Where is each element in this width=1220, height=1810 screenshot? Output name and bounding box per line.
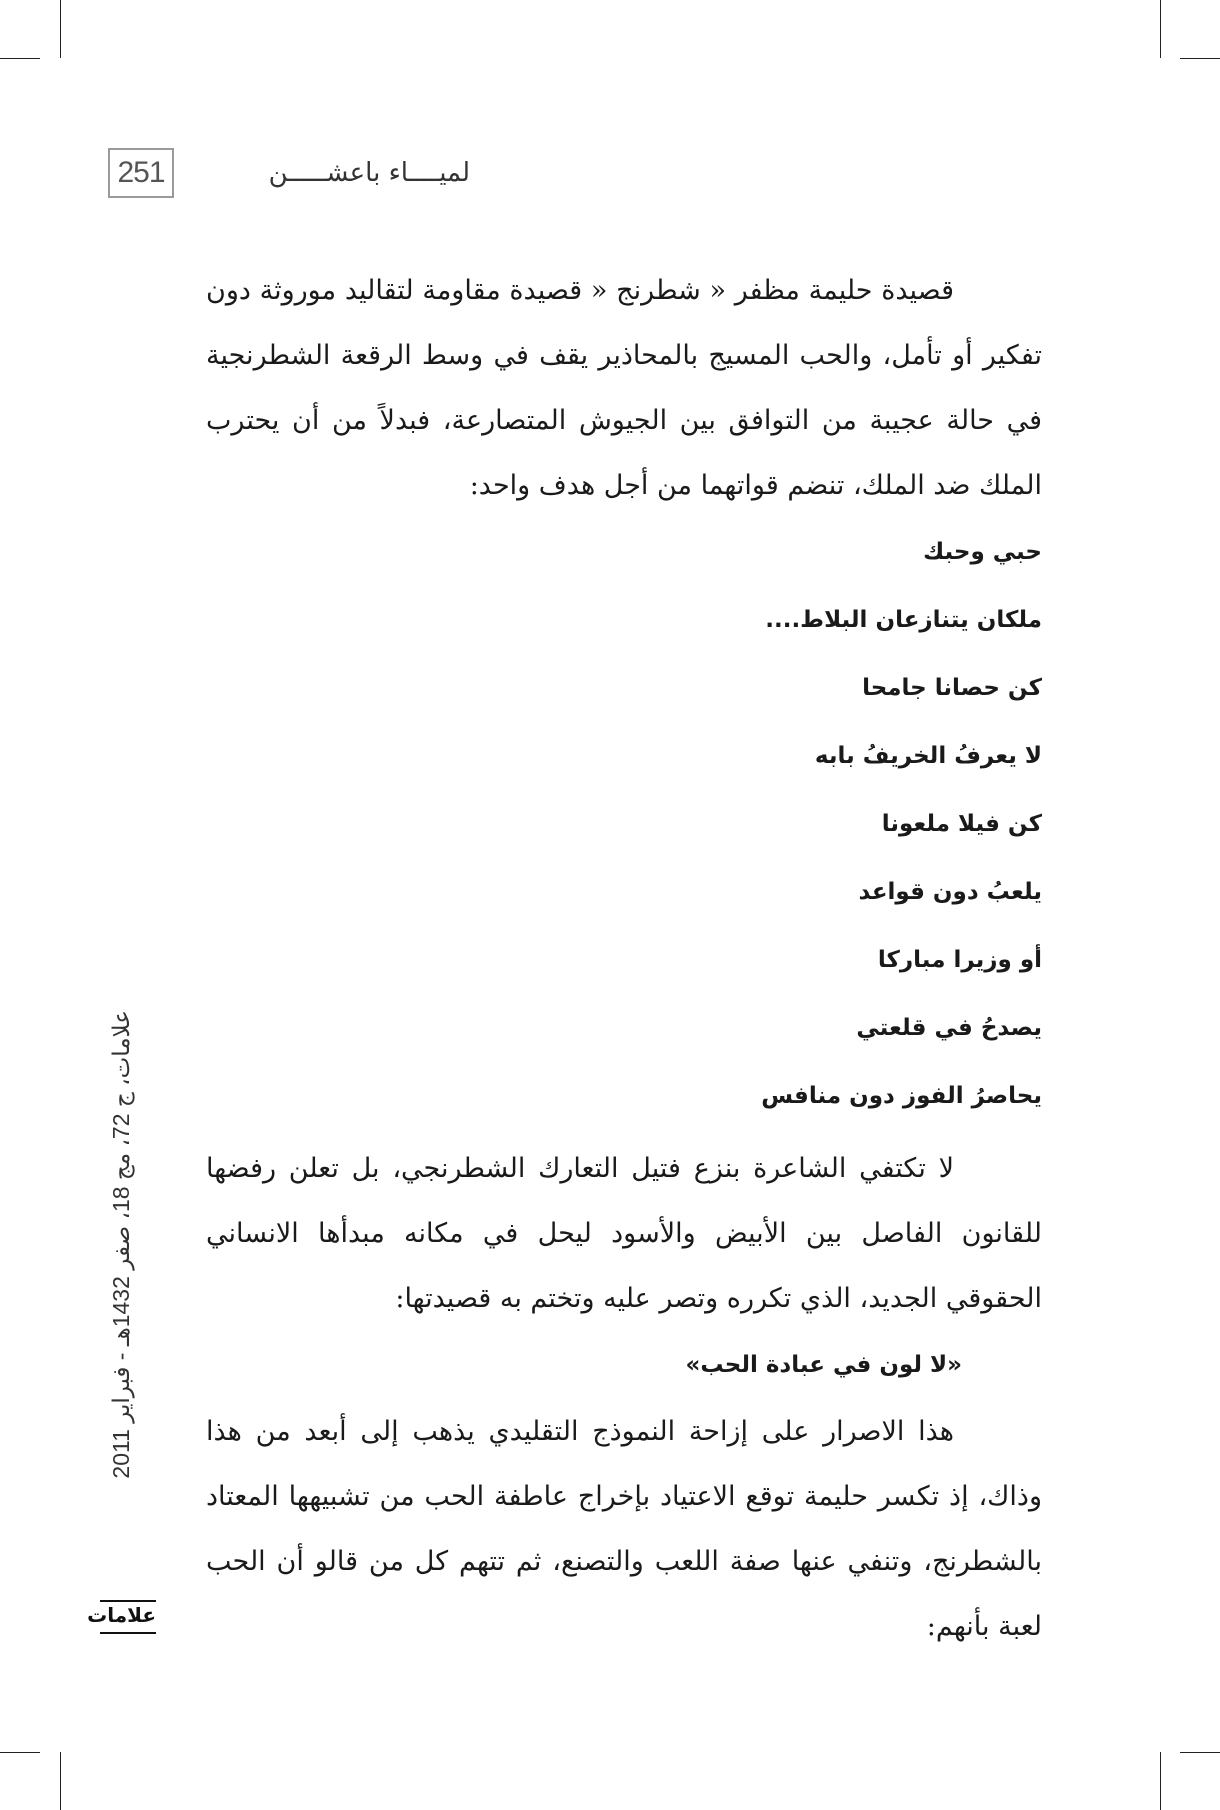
article-body — [206, 258, 1042, 1659]
running-header-author: لميــــاء باعشـــــن — [268, 158, 470, 188]
crop-mark — [1180, 58, 1220, 59]
poem-line: يلعبُ دون قواعد — [858, 879, 1042, 905]
poem-line: يحاصرُ الفوز دون منافس — [761, 1083, 1042, 1109]
crop-mark — [1160, 0, 1161, 58]
poem-line: أو وزيرا مباركا — [877, 947, 1042, 973]
poem-line: لا يعرفُ الخريفُ بابه — [814, 743, 1042, 769]
poem-line: كن حصانا جامحا — [862, 675, 1042, 701]
poem-line: يصدحُ في قلعتي — [856, 1015, 1042, 1041]
page-number: 251 — [108, 148, 174, 198]
paragraph-1: قصيدة حليمة مظفر « شطرنج « قصيدة مقاومة لتقاليد موروثة دون تفكير أو تأمل، والحب المسيج بالمحاذير يقف في وسط الرقعة الشطرنجية في حالة عجيبة من التوافق بين الجيوش المتصارعة، فبدلاً من أن يحترب الملك ضد الملك، تنضم قواتهما من أجل هدف واحد: — [206, 275, 1042, 501]
paragraph-3: هذا الاصرار على إزاحة النموذج التقليدي يذهب إلى أبعد من هذا وذاك، إذ تكسر حليمة توقع الاعتياد بإخراج عاطفة الحب من تشبيهها المعتاد بالشطرنج، وتنفي عنها صفة اللعب والتصنع، ثم تتهم كل من قالو أن الحب لعبة بأنهم: — [206, 1416, 1042, 1642]
poem-line: حبي وحبك — [923, 539, 1042, 565]
crop-mark — [60, 0, 61, 58]
paragraph-2: لا تكتفي الشاعرة بنزع فتيل التعارك الشطرنجي، بل تعلن رفضها للقانون الفاصل بين الأبيض والأسود ليحل في مكانه مبدأها الانساني الحقوقي الجديد، الذي تكرره وتصر عليه وتختم به قصيدتها: — [206, 1153, 1042, 1314]
crop-mark — [0, 1752, 40, 1753]
poem-line: ملكان يتنازعان البلاط.... — [765, 607, 1042, 633]
poem-line: كن فيلا ملعونا — [881, 811, 1042, 837]
crop-mark — [1180, 1752, 1220, 1753]
journal-logo: علامات — [100, 1600, 156, 1634]
crop-mark — [1160, 1752, 1161, 1810]
quoted-line: «لا لون في عبادة الحب» — [685, 1352, 962, 1378]
journal-citation: علامات، ج 72، مج 18، صفر 1432هـ - فبراير 2011 — [108, 1010, 134, 1479]
crop-mark — [0, 58, 40, 59]
crop-mark — [60, 1752, 61, 1810]
